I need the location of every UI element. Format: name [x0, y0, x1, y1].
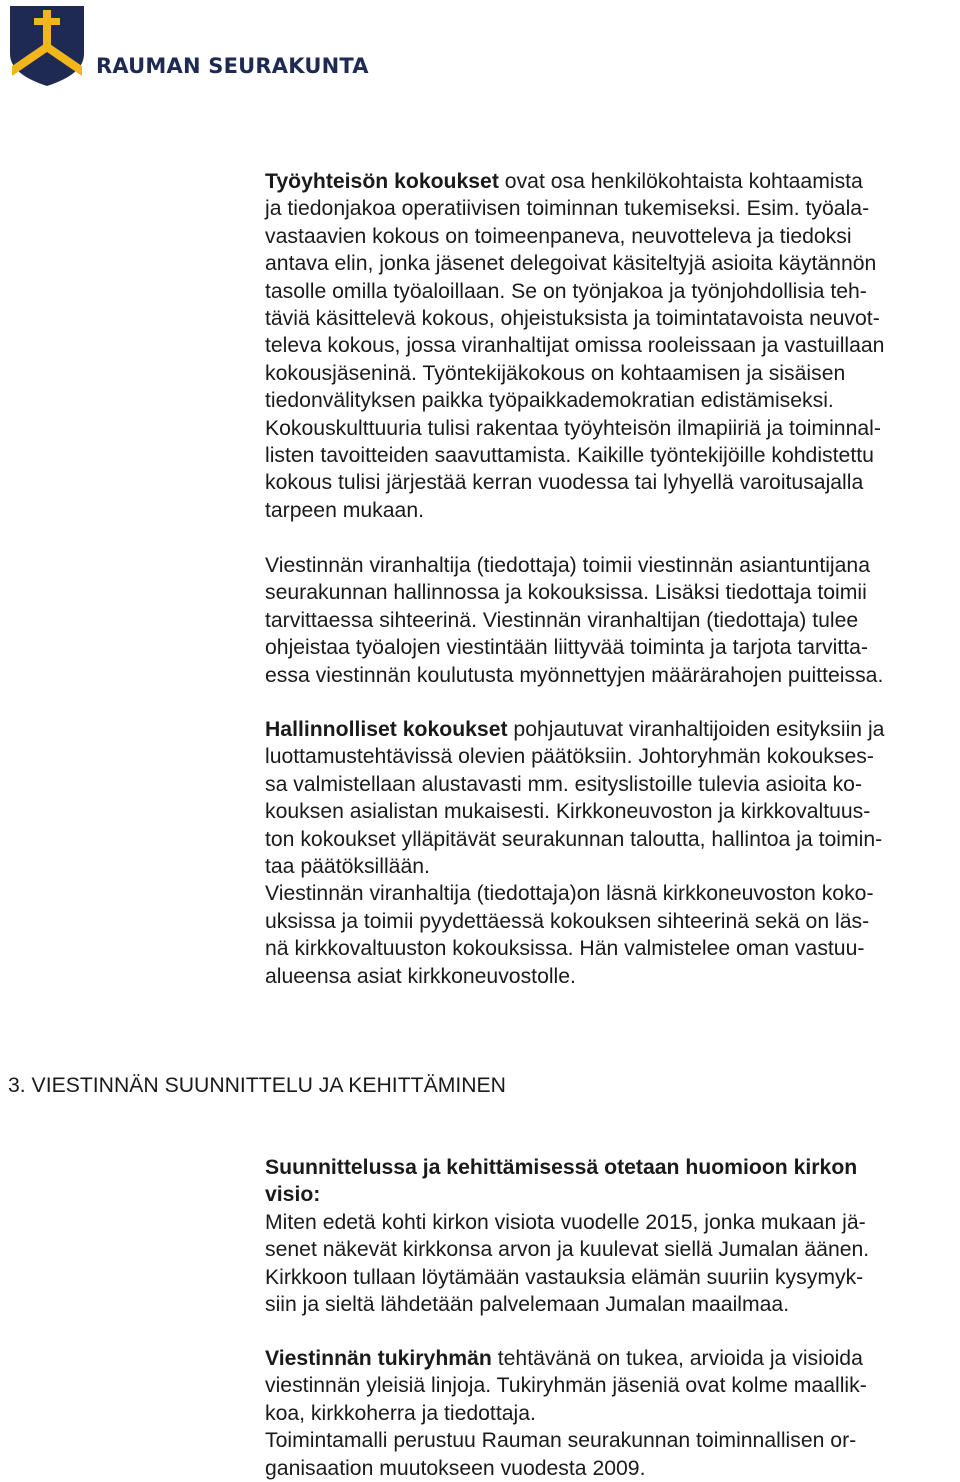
text-line: Kirkkoon tullaan löytämään vastauksia elämän suuriin kysymyk- [265, 1265, 864, 1289]
text-line: tarpeen mukaan. [265, 498, 425, 522]
paragraph-support-group [265, 1345, 960, 1482]
text-line: ton kokoukset ylläpitävät seurakunnan taloutta, hallintoa ja toimin- [265, 827, 883, 851]
text-line: kokousjäseninä. Työntekijäkokous on kohtaamisen ja sisäisen [265, 361, 846, 385]
text-line: tiedonvälityksen paikka työpaikkademokratian edistämiseksi. [265, 389, 834, 413]
paragraph-workplace-meetings [265, 168, 960, 524]
text-line: uksissa ja toimii pyydettäessä kokouksen sihteerinä sekä on läs- [265, 909, 870, 933]
subheading-vision: Suunnittelussa ja kehittämisessä otetaan huomioon kirkon [265, 1156, 858, 1179]
text-line: alueensa asiat kirkkoneuvostolle. [265, 964, 576, 988]
text-line: televa kokous, jossa viranhaltijat omissa rooleissaan ja vastuillaan [265, 334, 885, 358]
text-line: ganisaation muutokseen vuodesta 2009. [265, 1456, 646, 1480]
organization-name: RAUMAN SEURAKUNTA [96, 54, 369, 78]
text-line: vastaavien kokous on toimeenpaneva, neuvotteleva ja tiedoksi [265, 224, 852, 248]
paragraph-administrative-meetings [265, 716, 960, 990]
text-line: Miten edetä kohti kirkon visiota vuodelle 2015, jonka mukaan jä- [265, 1210, 866, 1234]
paragraph-communications-officer [265, 552, 960, 689]
text-line: nä kirkkovaltuuston kokouksissa. Hän valmistelee oman vastuu- [265, 937, 865, 961]
text-line: seurakunnan hallinnossa ja kokouksissa. Lisäksi tiedottaja toimii [265, 581, 867, 605]
text-line: kouksen asialistan mukaisesti. Kirkkoneuvoston ja kirkkovaltuus- [265, 800, 871, 824]
text-line: antava elin, jonka jäsenet delegoivat käsiteltyjä asioita käytännön [265, 252, 877, 276]
subheading-vision-cont: visio: [265, 1183, 321, 1207]
text-line: täviä käsittelevä kokous, ohjeistuksista ja toimintatavoista neuvot- [265, 306, 880, 330]
text-line: ovat osa henkilökohtaista kohtaamista [498, 170, 863, 193]
term-support-group: Viestinnän tukiryhmän [265, 1347, 492, 1370]
text-line: pohjautuvat viranhaltijoiden esityksiin ja [507, 718, 885, 741]
section-heading: 3. VIESTINNÄN SUUNNITTELU JA KEHITTÄMINEN [8, 1074, 506, 1097]
text-line: ja tiedonjakoa operatiivisen toiminnan tukemiseksi. Esim. työala- [265, 197, 870, 221]
term-administrative-meetings: Hallinnolliset kokoukset [265, 718, 508, 741]
text-line: tarvittaessa sihteerinä. Viestinnän viranhaltijan (tiedottaja) tulee [265, 608, 859, 632]
text-line: Kokouskulttuuria tulisi rakentaa työyhteisön ilmapiiriä ja toiminnal- [265, 416, 881, 440]
text-line: Viestinnän viranhaltija (tiedottaja) toimii viestinnän asiantuntijana [265, 554, 870, 577]
text-line: Toimintamalli perustuu Rauman seurakunnan toiminnallisen or- [265, 1429, 857, 1453]
text-line: Viestinnän viranhaltija (tiedottaja)on läsnä kirkkoneuvoston koko- [265, 882, 874, 906]
text-line: listen tavoitteiden saavuttamista. Kaikille työntekijöille kohdistettu [265, 443, 874, 467]
paragraph-church-vision [265, 1154, 960, 1318]
text-line: tasolle omilla työaloillaan. Se on työnjakoa ja työnjohdollisia teh- [265, 279, 867, 303]
text-line: tehtävänä on tukea, arvioida ja visioida [491, 1347, 863, 1370]
text-line: ohjeistaa työalojen viestintään liittyvää toiminta ja tarjota tarvitta- [265, 636, 868, 660]
text-line: senet näkevät kirkkonsa arvon ja kuulevat siellä Jumalan äänen. [265, 1238, 870, 1262]
text-line: kokous tulisi järjestää kerran vuodessa tai lyhyellä varoitusajalla [265, 471, 864, 495]
cross-shield-icon [8, 4, 88, 88]
text-line: luottamustehtävissä olevien päätöksiin. Johtoryhmän kokoukses- [265, 745, 874, 769]
text-line: siin ja sieltä lähdetään palvelemaan Jumalan maailmaa. [265, 1292, 790, 1316]
text-line: koa, kirkkoherra ja tiedottaja. [265, 1401, 536, 1425]
text-line: essa viestinnän koulutusta myönnettyjen määrärahojen puitteissa. [265, 663, 884, 687]
term-workplace-meetings: Työyhteisön kokoukset [265, 170, 499, 193]
text-line: sa valmistellaan alustavasti mm. esityslistoille tulevia asioita ko- [265, 772, 863, 796]
organization-logo [8, 4, 369, 88]
text-line: taa päätöksillään. [265, 854, 430, 878]
text-line: viestinnän yleisiä linjoja. Tukiryhmän jäseniä ovat kolme maallik- [265, 1374, 867, 1398]
